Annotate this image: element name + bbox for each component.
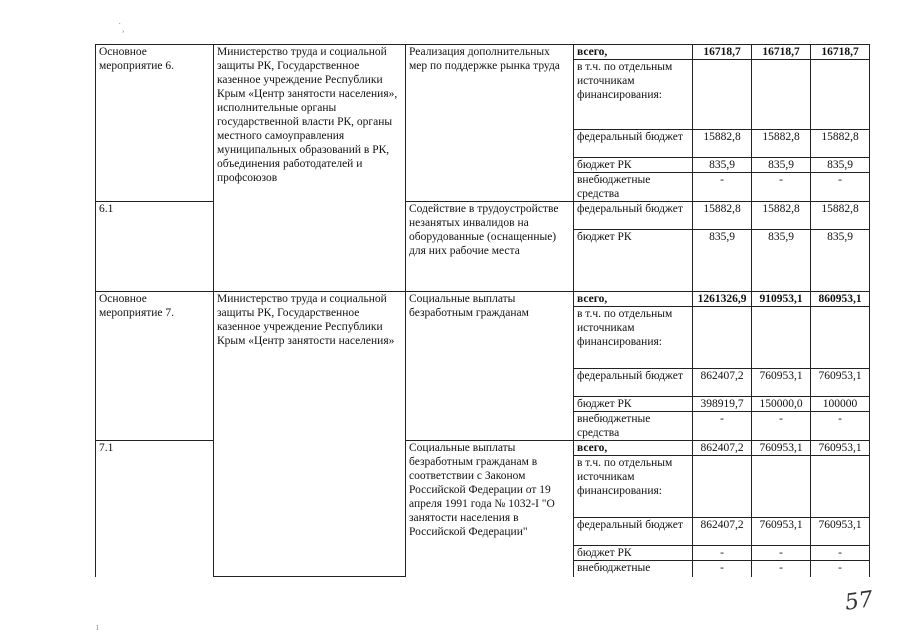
source-label: бюджет РК [574,546,693,561]
value-cell: 398919,7 [693,397,752,412]
value-cell: - [811,173,870,202]
value-cell: 835,9 [693,158,752,173]
source-label: федеральный бюджет [574,202,693,230]
source-label: внебюджетные средства [574,412,693,441]
value-cell: 15882,8 [693,130,752,158]
source-label: федеральный бюджет [574,130,693,158]
value-cell: - [752,412,811,441]
value-cell: - [693,412,752,441]
value-cell: 16718,7 [752,45,811,60]
measure-name-cell: Социальные выплаты безработным гражданам [406,292,574,441]
value-cell [693,307,752,369]
source-label: бюджет РК [574,397,693,412]
measure-name-cell: Социальные выплаты безработным гражданам в соответствии с Законом Российской Федерации от 19 апреля 1991 года № 1032-I "О занятости населения в Российской Федерации" [406,441,574,577]
source-label: внебюджетные [574,561,693,577]
value-cell: 15882,8 [752,202,811,230]
scan-artifact: ˙¸ [118,22,125,33]
value-cell [752,60,811,130]
executor-cell: Министерство труда и социальной защиты РК, Государственное казенное учреждение Республики Крым «Центр занятости населения» [214,292,406,577]
measure-cell: 6.1 [96,202,214,292]
source-label: федеральный бюджет [574,369,693,397]
source-label: бюджет РК [574,230,693,292]
source-label: в т.ч. по отдельным источникам финансирования: [574,307,693,369]
value-cell: - [693,546,752,561]
value-cell: 760953,1 [752,441,811,456]
value-cell: 760953,1 [811,441,870,456]
value-cell: 835,9 [752,230,811,292]
source-label: бюджет РК [574,158,693,173]
value-cell [811,456,870,518]
value-cell: - [811,412,870,441]
value-cell: 760953,1 [811,518,870,546]
value-cell: 760953,1 [752,518,811,546]
value-cell [811,60,870,130]
value-cell [752,456,811,518]
value-cell: - [811,546,870,561]
value-cell: - [752,173,811,202]
value-cell: 15882,8 [811,202,870,230]
value-cell [752,307,811,369]
value-cell: - [693,561,752,577]
value-cell: 760953,1 [752,369,811,397]
value-cell: 150000,0 [752,397,811,412]
value-cell [693,456,752,518]
scan-artifact: ı [96,622,99,633]
table-row [96,45,870,60]
value-cell: 1261326,9 [693,292,752,307]
source-label: внебюджетные средства [574,173,693,202]
value-cell: - [811,561,870,577]
value-cell [811,307,870,369]
source-label: всего, [574,441,693,456]
value-cell: 15882,8 [811,130,870,158]
value-cell: - [752,546,811,561]
measure-cell: 7.1 [96,441,214,577]
program-table [95,44,870,577]
source-label: в т.ч. по отдельным источникам финансирования: [574,60,693,130]
value-cell: 15882,8 [752,130,811,158]
table-row [96,441,870,456]
value-cell [693,60,752,130]
measure-name-cell: Реализация дополнительных мер по поддержке рынка труда [406,45,574,202]
value-cell: - [693,173,752,202]
measure-name-cell: Содействие в трудоустройстве незанятых инвалидов на оборудованные (оснащенные) для них рабочие места [406,202,574,292]
value-cell: 862407,2 [693,369,752,397]
table-row [96,202,870,230]
value-cell: 760953,1 [811,369,870,397]
value-cell: 100000 [811,397,870,412]
value-cell: 835,9 [752,158,811,173]
measure-cell: Основное мероприятие 6. [96,45,214,202]
value-cell: 860953,1 [811,292,870,307]
table-row [96,292,870,307]
value-cell: 16718,7 [811,45,870,60]
value-cell: 835,9 [811,230,870,292]
value-cell: 835,9 [811,158,870,173]
source-label: в т.ч. по отдельным источникам финансирования: [574,456,693,518]
value-cell: - [752,561,811,577]
page-number: 57 [843,587,875,616]
executor-cell: Министерство труда и социальной защиты РК, Государственное казенное учреждение Республики Крым «Центр занятости населения», исполнительные органы государственной власти РК, органы местного самоуправления муниципальных образований в РК, объединения работодателей и профсоюзов [214,45,406,292]
source-label: всего, [574,45,693,60]
measure-cell: Основное мероприятие 7. [96,292,214,441]
value-cell: 835,9 [693,230,752,292]
value-cell: 862407,2 [693,441,752,456]
value-cell: 862407,2 [693,518,752,546]
value-cell: 16718,7 [693,45,752,60]
value-cell: 15882,8 [693,202,752,230]
source-label: федеральный бюджет [574,518,693,546]
source-label: всего, [574,292,693,307]
value-cell: 910953,1 [752,292,811,307]
